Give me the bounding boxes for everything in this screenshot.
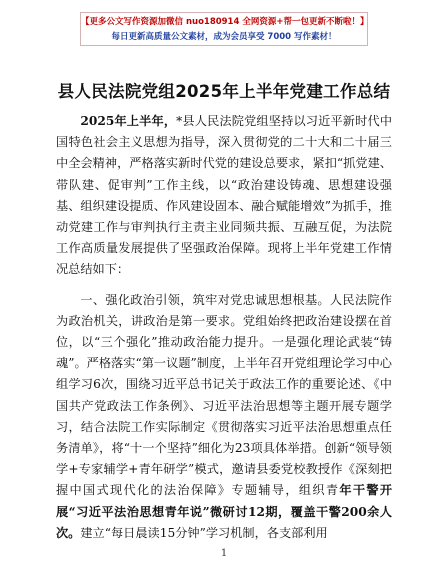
intro-paragraph xyxy=(56,111,392,281)
section-1-bold-text: 年干警开展“习近平法治思想青年说”微研讨12期，覆盖干警200余人次。 xyxy=(56,483,393,540)
document-body xyxy=(56,111,392,544)
section-1-text-a: 一、强化政治引领，筑牢对党忠诚思想根基。人民法院作为政治机关，讲政治是第一要求。党组始终把政治建设摆在首位，以“三个强化”推动政治能力提升。一是强化理论武装“铸魂”。严格落实“第一议题”制度，上半年召开党组理论学习中心组学习6次，围绕习近平总书记关于政法工作的重要论述、《中国共产党政法工作条例》、习近平法治思想等主题开展专题学习，结合法院工作实际制定《贯彻落实习近平法治思想重点任务清单》，将“十一个坚持”细化为23项具体举措。创新“领导领学+专家辅学+青年研学”模式，邀请县委党校教授作《深刻把握中国式现代化的法治保障》专题辅导，组织青 xyxy=(56,292,392,498)
section-1-text-b: 建立“每日晨读15分钟”学习机制，各支部利用 xyxy=(80,525,328,540)
banner-line-1: 【更多公文写作资源加微信 nuo180914 全网资源+帮一包更新不断啦！】 xyxy=(81,17,369,27)
section-1-paragraph xyxy=(56,290,392,544)
document-title: 县人民法院党组2025年上半年党建工作总结 xyxy=(57,82,391,101)
banner-line-2: 每日更新高质量公文素材，成为会员享受 7000 写作素材！ xyxy=(111,32,337,42)
page-number: 1 xyxy=(220,548,228,559)
promo-banner xyxy=(80,12,368,46)
intro-text: *县人民法院党组坚持以习近平新时代中国特色社会主义思想为指导，深入贯彻党的二十大和二十届三中全会精神，严格落实新时代党的建设总要求，紧扣“抓党建、带队建、促审判”工作主线，以“政治建设铸魂、思想建设强基、组织建设提质、作风建设固本、融合赋能增效”为抓手，推动党建工作与审判执行主责主业同频共振、互融互促，为法院工作高质量发展提供了坚强政治保障。现将上半年党建工作情况总结如下： xyxy=(56,114,393,277)
intro-lead: 2025年上半年， xyxy=(80,114,177,128)
